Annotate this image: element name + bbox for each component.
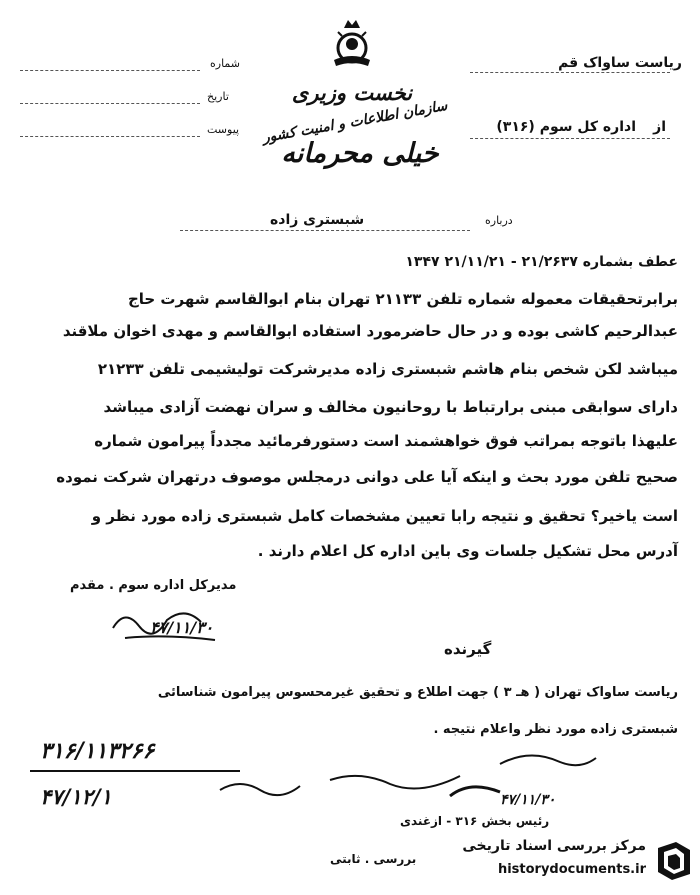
handwritten-date: ۴۷/۱۱/۳۰ <box>500 792 556 808</box>
handwritten-number: ۴۷/۱۲/۱ <box>40 784 112 809</box>
number-label: شماره <box>210 57 241 70</box>
to-field: ریاست ساواک قم <box>558 55 682 71</box>
recipient-label: گیرنده <box>444 640 492 658</box>
recipient-line: شبستری زاده مورد نظر واعلام نتیجه . <box>433 722 678 737</box>
subject-value: شبستری زاده <box>270 212 365 228</box>
subject-label: درباره <box>485 214 513 227</box>
handwritten-signature <box>200 740 610 820</box>
from-prefix: از <box>653 119 666 135</box>
agency-title: نخست وزیری <box>291 80 413 105</box>
body-line: دارای سوابقی مبنی برارتباط با روحانیون مخالف و سران نهضت آزادی میباشد <box>103 398 678 416</box>
body-line: صحیح تلفن مورد بحث و اینکه آیا علی دوانی درمجلس موصوف درتهران شرکت نموده <box>56 468 678 486</box>
recipient-line: ریاست ساواک تهران ( هـ ۳ ) جهت اطلاع و تحقیق غیرمحسوس پیرامون شناسائی <box>157 685 678 700</box>
subject-line <box>180 230 470 231</box>
watermark-text: مرکز بررسی اسناد تاریخی <box>462 838 646 854</box>
date-label: تاریخ <box>207 90 229 103</box>
watermark-logo-icon <box>652 838 696 882</box>
handwritten-number: ۳۱۶/۱۱۳۲۶۶ <box>40 738 155 764</box>
body-line: علیهذا باتوجه بمراتب فوق خواهشمند است دستورفرمائید مجدداً پیرامون شماره <box>94 432 678 450</box>
signature-block: مدیرکل اداره سوم . مقدم <box>70 578 237 593</box>
to-line <box>470 72 670 73</box>
attachment-line <box>20 136 200 137</box>
body-line: برابرتحقیقات معموله شماره تلفن ۲۱۱۳۳ تهران بنام ابوالقاسم شهرت حاج <box>127 290 678 308</box>
organization-title: سازمان اطلاعات و امنیت کشور <box>261 97 449 147</box>
body-line: است یاخیر؟ تحقیق و نتیجه رابا تعیین مشخصات کامل شبستری زاده مورد نظر و <box>91 507 678 525</box>
classification-stamp: خیلی محرمانه <box>281 138 439 169</box>
emblem-icon <box>322 14 382 72</box>
number-line <box>20 70 200 71</box>
date-line <box>20 103 200 104</box>
from-field: اداره کل سوم (۳۱۶) <box>496 119 636 135</box>
body-line: عبدالرحیم کاشی بوده و در حال حاضرمورد استفاده ابوالقاسم و مهدی اخوان ملاقند <box>62 322 678 340</box>
body-line: میباشد لکن شخص بنام هاشم شبستری زاده مدیرشرکت تولیشیمی تلفن ۲۱۲۳۳ <box>97 360 678 378</box>
from-line <box>470 138 670 139</box>
attachment-label: پیوست <box>207 123 240 136</box>
reference-line: عطف بشماره ۲۱/۲۶۳۷ - ۲۱/۱۱/۲۱ ۱۳۴۷ <box>405 254 678 270</box>
handwritten-note: ۴۷/۱۱/۳۰ <box>150 618 214 637</box>
footer-review: بررسی . ثابتی <box>330 852 417 866</box>
watermark <box>430 834 700 890</box>
watermark-url: historydocuments.ir <box>497 862 646 877</box>
footer-signatory: رئیس بخش ۳۱۶ - ازغندی <box>400 814 550 828</box>
body-line: آدرس محل تشکیل جلسات وی باین اداره کل اعلام دارند . <box>257 542 678 560</box>
